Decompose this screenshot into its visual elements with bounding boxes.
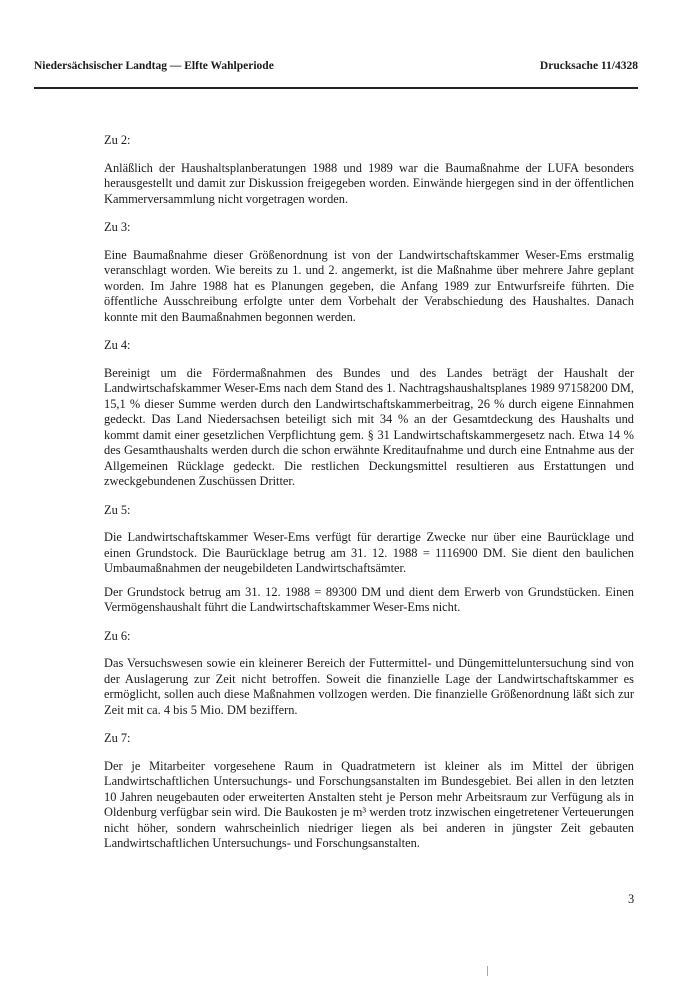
paragraph: Der Grundstock betrug am 31. 12. 1988 = 89300 DM und dient dem Erwerb von Grundstücken. Einen Vermögenshaushalt führt die Landwirtschaftskammer Weser-Ems nicht. — [104, 584, 634, 614]
section-heading: Zu 7: — [104, 731, 131, 745]
section-zu-7 — [104, 731, 634, 852]
section-zu-2 — [104, 133, 634, 207]
section-heading: Zu 2: — [104, 133, 131, 147]
paragraph: Das Versuchswesen sowie ein kleinerer Bereich der Futtermittel- und Düngemitteluntersuchung sind von der Auslagerung zur Zeit nicht betroffen. Soweit die finanzielle Lage der Landwirtschaftskammer es ermöglicht, sollen auch diese Maßnahmen vollzogen werden. Die finanzielle Größenordnung läßt sich zur Zeit mit ca. 4 bis 5 Mio. DM beziffern. — [104, 656, 634, 717]
section-zu-5 — [104, 503, 634, 616]
section-zu-3 — [104, 220, 634, 325]
paragraph: Eine Baumaßnahme dieser Größenordnung ist von der Landwirtschaftskammer Weser-Ems erstmalig veranschlagt worden. Wie bereits zu 1. und 2. angemerkt, ist die Maßnahme über mehrere Jahre geplant worden. Im Jahre 1988 hat es Planungen gegeben, die Anfang 1989 zur Entwurfsreife führten. Die öffentliche Ausschreibung erfolgte unter dem Vorbehalt der Verabschiedung des Haushaltes. Danach konnte mit den Baumaßnahmen begonnen werden. — [104, 247, 634, 324]
section-heading: Zu 3: — [104, 220, 131, 234]
scan-mark — [487, 966, 488, 976]
paragraph: Anläßlich der Haushaltsplanberatungen 1988 und 1989 war die Baumaßnahme der LUFA besonders herausgestellt und damit zur Diskussion freigegeben worden. Einwände hiergegen sind in der öffentlichen Kammerversammlung nicht vorgetragen worden. — [104, 160, 634, 206]
paragraph: Die Landwirtschaftskammer Weser-Ems verfügt für derartige Zwecke nur über eine Baurücklage und einen Grundstock. Die Baurücklage betrug am 31. 12. 1988 = 1116900 DM. Sie dient den baulichen Umbaumaßnahmen der neugebildeten Landwirtschaftsämter. — [104, 530, 634, 575]
section-heading: Zu 5: — [104, 502, 131, 517]
header-title: Niedersächsischer Landtag — Elfte Wahlperiode — [34, 60, 274, 72]
section-zu-4 — [104, 338, 634, 490]
page-number: 3 — [628, 892, 635, 906]
section-heading: Zu 4: — [104, 338, 131, 352]
document-number: Drucksache 11/4328 — [539, 60, 638, 72]
section-heading: Zu 6: — [104, 628, 131, 643]
page-header — [34, 60, 638, 72]
header-divider — [34, 87, 638, 89]
paragraph: Der je Mitarbeiter vorgesehene Raum in Quadratmetern ist kleiner als im Mittel der übrigen Landwirtschaftlichen Untersuchungs- und Forschungsanstalten im Bundesgebiet. Bei allen in den letzten 10 Jahren neugebauten oder erweiterten Anstalten steht je Person mehr Arbeitsraum zur Verfügung als in Oldenburg verfügbar sein wird. Die Baukosten je m³ werden trotz inzwischen eingetretener Verteuerungen nicht höher, sondern wahrscheinlich niedriger liegen als bei anderen in jüngster Zeit gebauten Landwirtschaftlichen Untersuchungs- und Forschungsanstalten. — [104, 758, 634, 850]
paragraph: Bereinigt um die Fördermaßnahmen des Bundes und des Landes beträgt der Haushalt der Landwirtschafskammer Weser-Ems nach dem Stand des 1. Nachtragshaushaltsplanes 1989 97158200 DM, 15,1 % dieser Summe werden durch den Landwirtschaftskammerbeitrag, 26 % durch eigene Einnahmen gedeckt. Das Land Niedersachsen beteiligt sich mit 34 % an der Gesamtdeckung des Haushalts und kommt damit einer gesetzlichen Verpflichtung gem. § 31 Landwirtschaftskammergesetz nach. Etwa 14 % des Gesamthaushalts werden durch die schon erwähnte Kreditaufnahme und durch eine Entnahme aus der Allgemeinen Rücklage gedeckt. Die restlichen Deckungsmittel resultieren aus Erstattungen und zweckgebundenen Zuschüssen Dritter. — [104, 365, 634, 488]
document-body — [104, 133, 634, 865]
section-zu-6 — [104, 629, 634, 719]
